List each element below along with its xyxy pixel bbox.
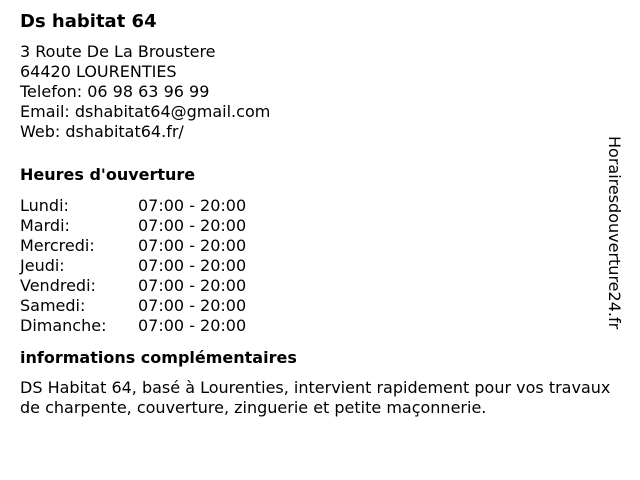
time-range: 07:00 - 20:00 [138,316,247,335]
day-label: Mercredi: [20,236,95,255]
hours-row-saturday [20,296,620,316]
day-label: Lundi: [20,196,69,215]
time-range: 07:00 - 20:00 [138,196,247,215]
hours-row-monday [20,196,620,216]
time-range: 07:00 - 20:00 [138,236,247,255]
hours-row-sunday [20,316,620,336]
time-range: 07:00 - 20:00 [138,256,247,275]
address-street: 3 Route De La Broustere [20,42,216,61]
address-city: 64420 LOURENTIES [20,62,177,81]
time-range: 07:00 - 20:00 [138,216,247,235]
business-name: Ds habitat 64 [20,11,157,32]
opening-hours-heading: Heures d'ouverture [20,165,196,184]
day-label: Mardi: [20,216,70,235]
time-range: 07:00 - 20:00 [138,296,247,315]
day-label: Dimanche: [20,316,107,335]
email-address: Email: dshabitat64@gmail.com [20,102,271,121]
hours-row-thursday [20,256,620,276]
day-label: Vendredi: [20,276,96,295]
additional-info-heading: informations complémentaires [20,348,297,367]
day-label: Samedi: [20,296,86,315]
time-range: 07:00 - 20:00 [138,276,247,295]
website: Web: dshabitat64.fr/ [20,122,184,141]
hours-row-tuesday [20,216,620,236]
day-label: Jeudi: [20,256,65,275]
hours-row-wednesday [20,236,620,256]
phone-number: Telefon: 06 98 63 96 99 [20,82,210,101]
site-brand-watermark: Horairesdouverture24.fr [605,136,624,330]
business-description: DS Habitat 64, basé à Lourenties, intervient rapidement pour vos travaux de charpente, couverture, zinguerie et petite maçonnerie. [20,378,611,417]
business-details [20,10,620,418]
opening-hours-table [20,196,620,336]
hours-row-friday [20,276,620,296]
